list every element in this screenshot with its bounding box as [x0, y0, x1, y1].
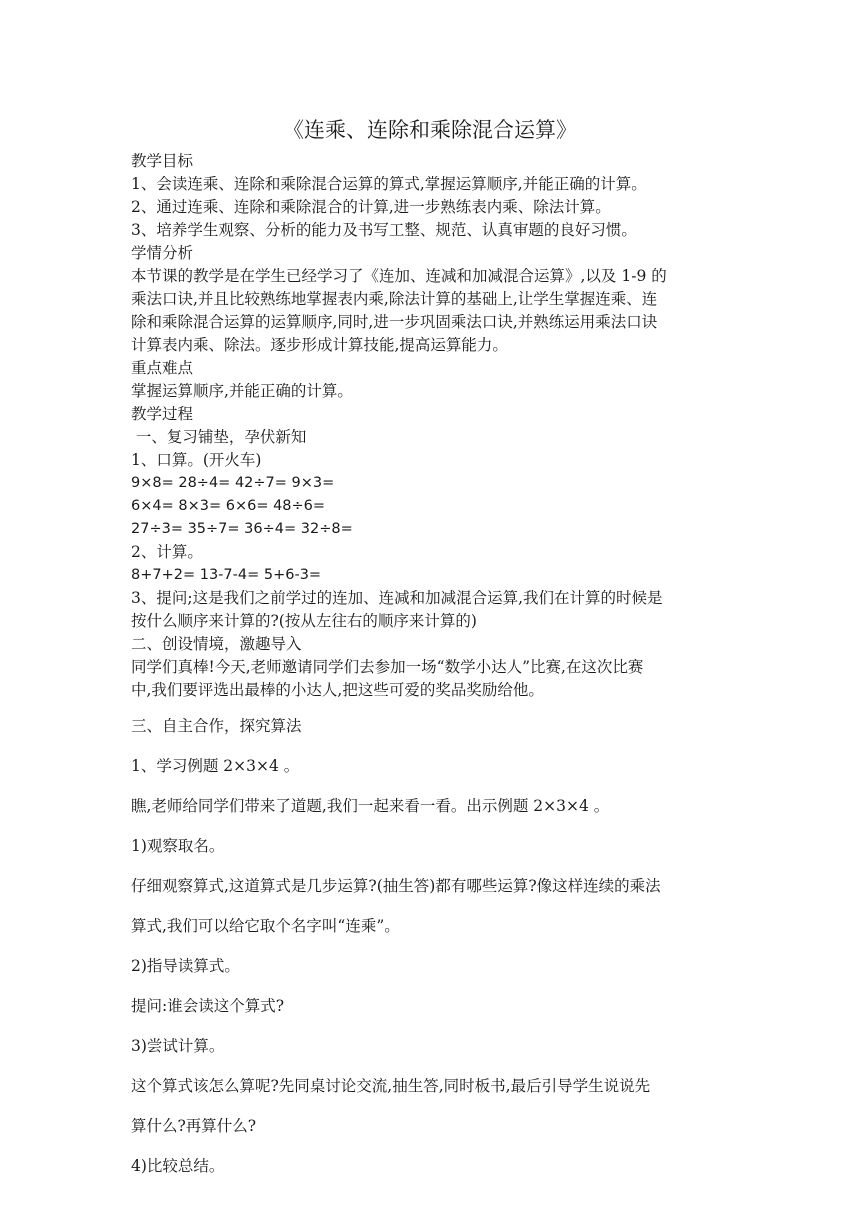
part3-line: 提问:谁会读这个算式? — [131, 997, 285, 1015]
part3-line: 仔细观察算式,这道算式是几步运算?(抽生答)都有哪些运算?像这样连续的乘法 — [131, 877, 661, 895]
oral-heading: 1、口算。(开火车) — [131, 451, 262, 469]
part3-line: 3)尝试计算。 — [131, 1037, 225, 1055]
analysis-line: 除和乘除混合运算的运算顺序,同时,进一步巩固乘法口诀,并熟练运用乘法口诀 — [131, 313, 658, 331]
key-heading: 重点难点 — [131, 359, 194, 377]
part2-line: 同学们真棒!今天,老师邀请同学们去参加一场“数学小达人”比赛,在这次比赛 — [131, 658, 644, 676]
analysis-line: 计算表内乘、除法。逐步形成计算技能,提高运算能力。 — [131, 336, 508, 354]
part3-line: 瞧,老师给同学们带来了道题,我们一起来看一看。出示例题 2×3×4 。 — [131, 797, 610, 815]
key-text: 掌握运算顺序,并能正确的计算。 — [131, 382, 353, 400]
objective-item: 2、通过连乘、连除和乘除混合的计算,进一步熟练表内乘、除法计算。 — [131, 198, 611, 216]
part3-line: 2)指导读算式。 — [131, 957, 240, 975]
calc-row: 8+7+2= 13-7-4= 5+6-3= — [131, 567, 322, 583]
analysis-line: 本节课的教学是在学生已经学习了《连加、连减和加减混合运算》,以及 1-9 的 — [131, 267, 667, 285]
document-body — [131, 150, 731, 1182]
oral-row: 9×8= 28÷4= 42÷7= 9×3= — [131, 475, 335, 491]
part3-line: 4)比较总结。 — [131, 1157, 225, 1175]
part3-line: 1、学习例题 2×3×4 。 — [131, 757, 300, 775]
objectives-heading: 教学目标 — [131, 152, 194, 170]
question-line: 3、提问;这是我们之前学过的连加、连减和加减混合运算,我们在计算的时候是 — [131, 589, 663, 607]
part2-line: 中,我们要评选出最棒的小达人,把这些可爱的奖品奖励给他。 — [131, 681, 544, 699]
calc-heading: 2、计算。 — [131, 543, 203, 561]
question-line: 按什么顺序来计算的?(按从左往右的顺序来计算的) — [131, 612, 477, 630]
process-heading: 教学过程 — [131, 405, 194, 423]
part3-line: 算什么?再算什么? — [131, 1117, 257, 1135]
document-title: 《连乘、连除和乘除混合运算》 — [283, 118, 577, 142]
analysis-line: 乘法口诀,并且比较熟练地掌握表内乘,除法计算的基础上,让学生掌握连乘、连 — [131, 290, 658, 308]
part3-line: 算式,我们可以给它取个名字叫“连乘”。 — [131, 917, 400, 935]
part2-heading: 二、创设情境，激趣导入 — [131, 635, 302, 653]
objective-item: 1、会读连乘、连除和乘除混合运算的算式,掌握运算顺序,并能正确的计算。 — [131, 175, 647, 193]
analysis-heading: 学情分析 — [131, 244, 194, 262]
objective-item: 3、培养学生观察、分析的能力及书写工整、规范、认真审题的良好习惯。 — [131, 221, 637, 239]
oral-row: 6×4= 8×3= 6×6= 48÷6= — [131, 498, 326, 514]
part3-line: 这个算式该怎么算呢?先同桌讨论交流,抽生答,同时板书,最后引导学生说说先 — [131, 1077, 651, 1095]
part3-heading: 三、自主合作，探究算法 — [131, 717, 302, 735]
part1-heading: 一、复习铺垫，孕伏新知 — [131, 428, 307, 446]
part3-line: 1)观察取名。 — [131, 837, 225, 855]
oral-row: 27÷3= 35÷7= 36÷4= 32÷8= — [131, 521, 353, 537]
